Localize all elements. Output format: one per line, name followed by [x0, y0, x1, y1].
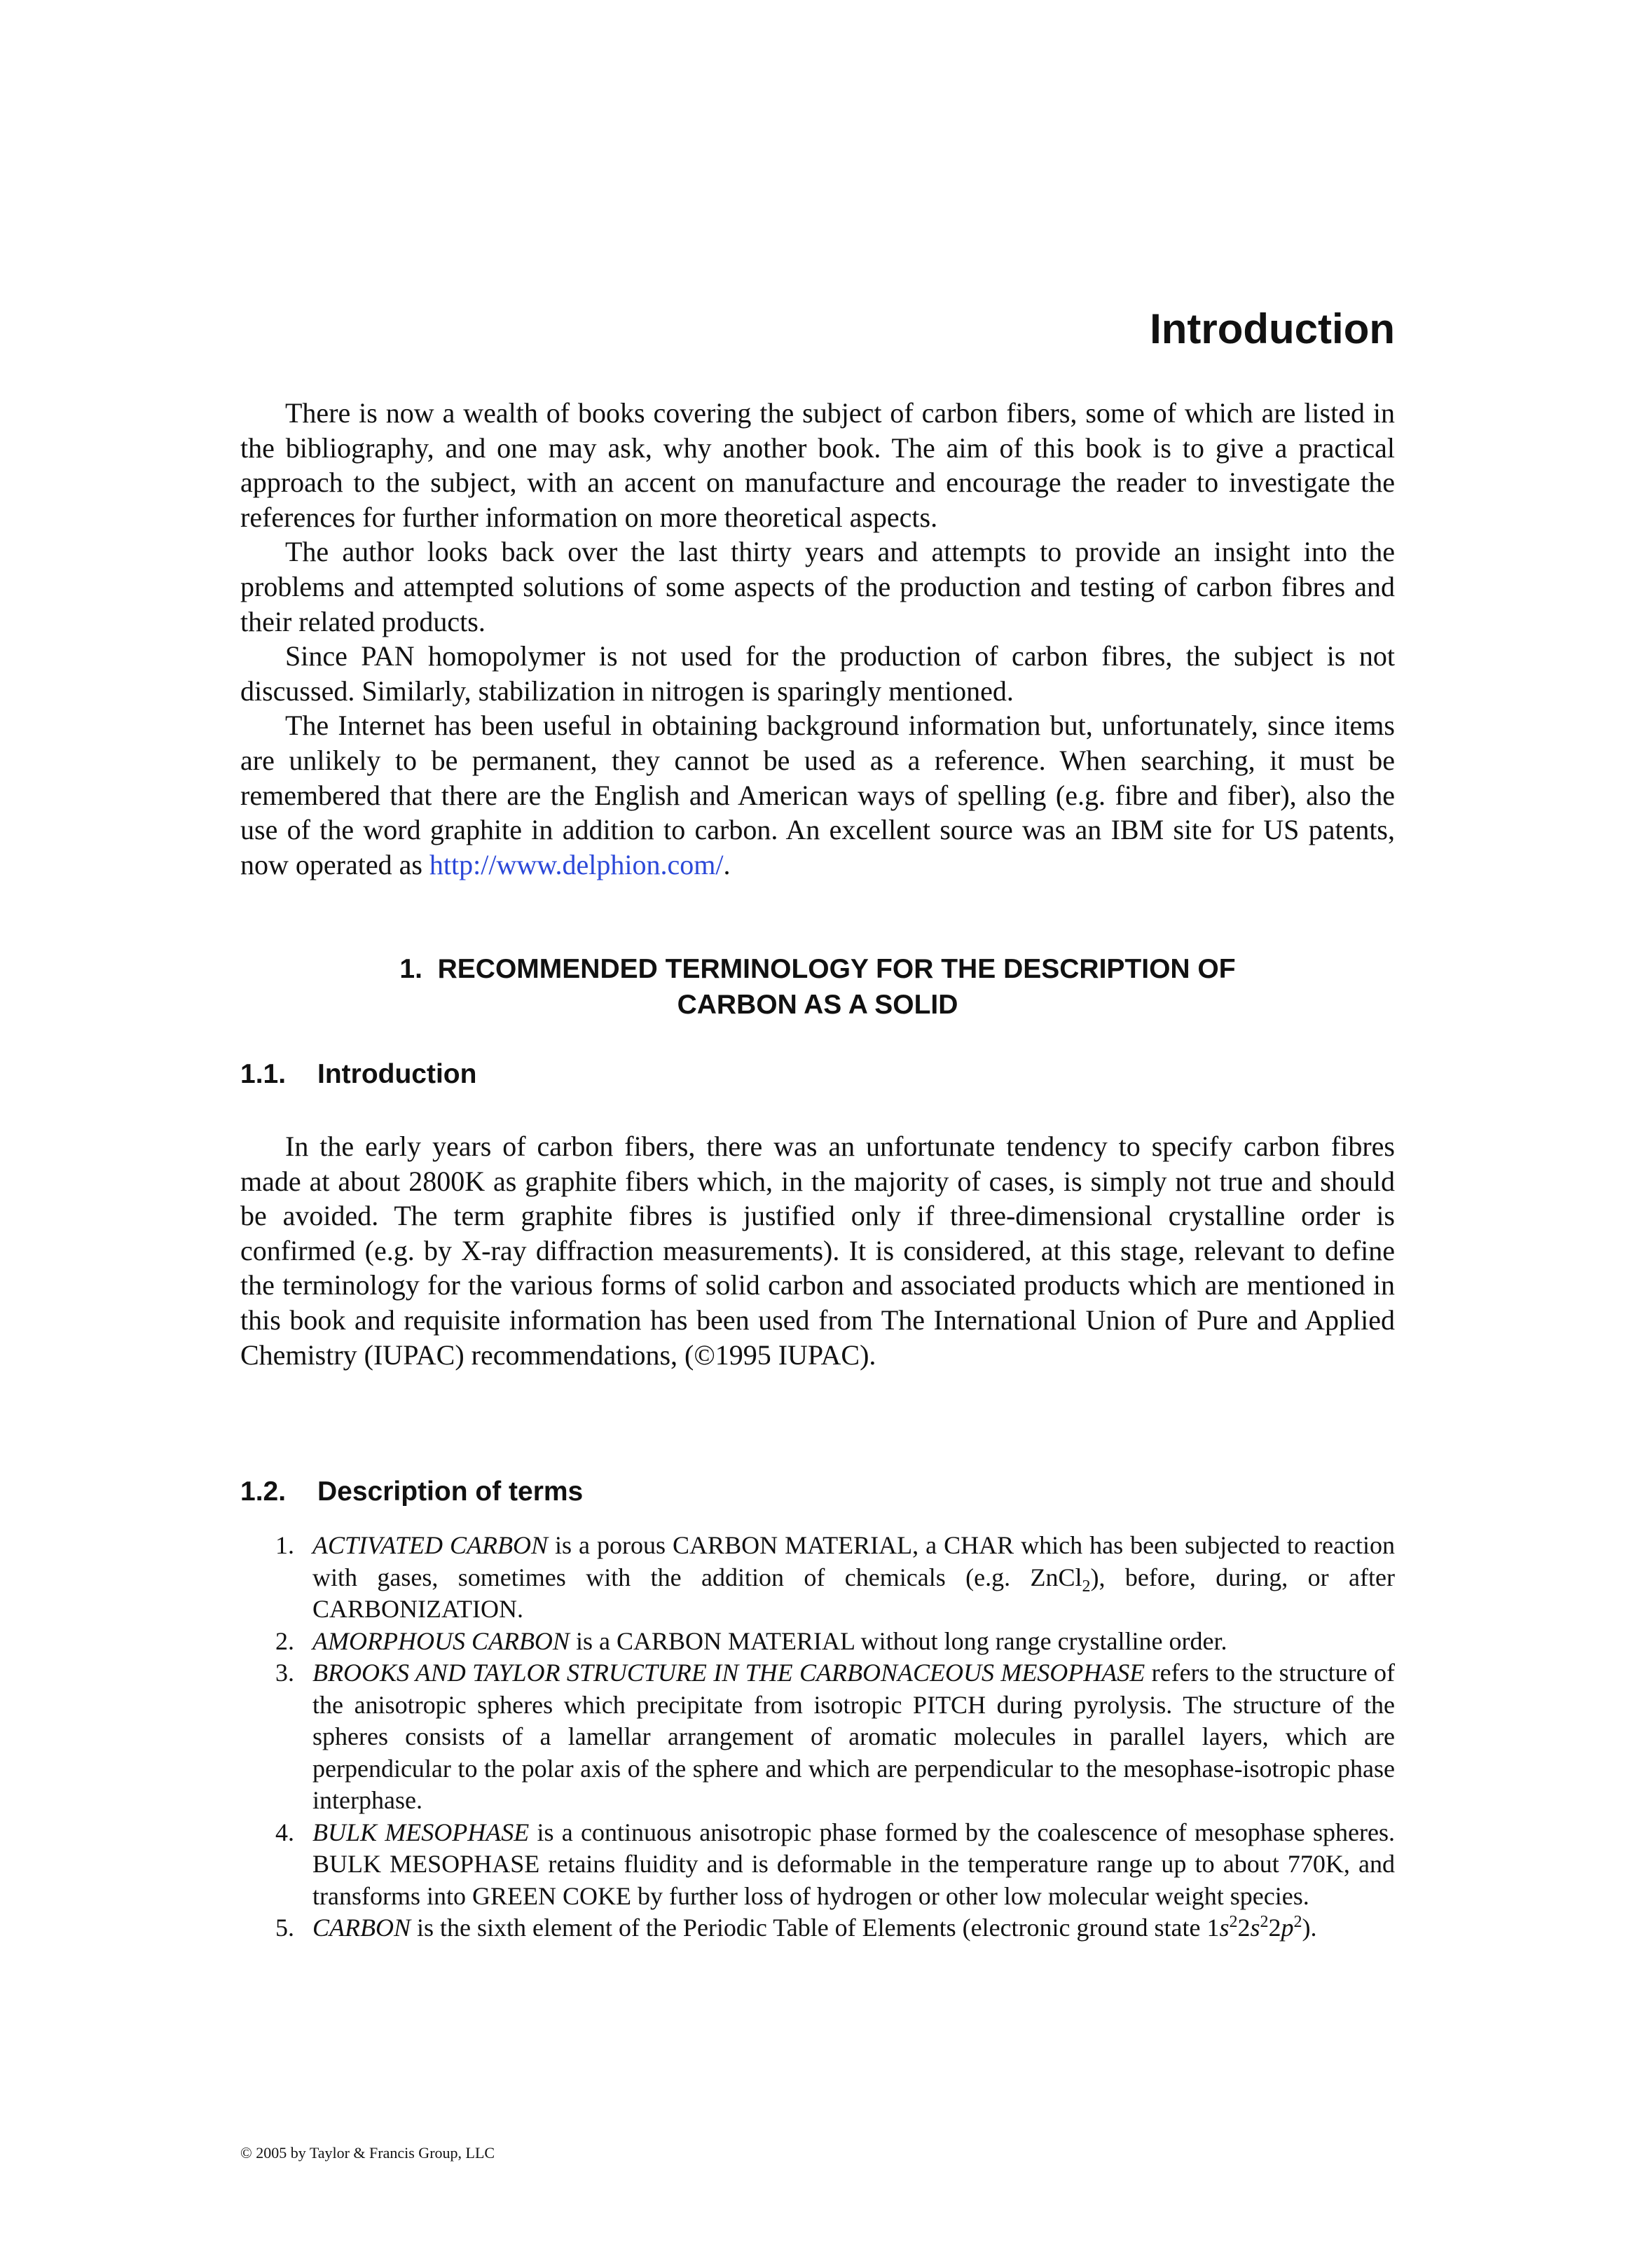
term-definition-tail: ), before, during, or after CARBONIZATION. — [312, 1563, 1395, 1623]
subsection-1-1-heading — [240, 1060, 476, 1088]
term-definition-tail: ). — [1302, 1914, 1317, 1942]
term-item — [240, 1657, 1395, 1817]
subsection-1-2-title: Description of terms — [317, 1477, 584, 1507]
term-subscript: 2 — [1082, 1577, 1091, 1596]
copyright-footer: © 2005 by Taylor & Francis Group, LLC — [240, 2144, 495, 2162]
term-definition: refers to the structure of the anisotropic spheres which precipitate from isotropic PITCH during pyrolysis. The structure of the spheres consists of a lamellar arrangement of aromatic molecules in parallel layers, which are perpendicular to the polar axis of the sphere and which are perpendicular to the mesophase-isotropic phase interphase. — [312, 1659, 1395, 1814]
section-1-heading — [240, 951, 1395, 1023]
section-1-title-line1: RECOMMENDED TERMINOLOGY FOR THE DESCRIPTION OF — [437, 954, 1236, 984]
term-item — [240, 1912, 1395, 1944]
intro-paragraph-4-text: The Internet has been useful in obtaining background information but, unfortunately, since items are unlikely to be permanent, they cannot be used as a reference. When searching, it must be remembered that there are the English and American ways of spelling (e.g. fibre and fiber), also the use of the word graphite in addition to carbon. An excellent source was an IBM site for US patents, now operated as — [240, 710, 1395, 880]
term-item — [240, 1626, 1395, 1658]
subsection-1-2-heading — [240, 1478, 583, 1505]
intro-paragraph-4 — [240, 708, 1395, 882]
term-number: 3. — [275, 1659, 294, 1687]
term-number: 4. — [275, 1818, 294, 1846]
term-number: 5. — [275, 1914, 294, 1942]
intro-body — [240, 396, 1395, 882]
term-item — [240, 1530, 1395, 1626]
chapter-title: Introduction — [1150, 305, 1395, 352]
subsection-1-1-number: 1.1. — [240, 1059, 287, 1089]
subsection-1-1-text: In the early years of carbon fibers, there was an unfortunate tendency to specify carbon fibres made at about 2800K as graphite fibers which, in the majority of cases, is simply not true and should be avoided. The term graphite fibres is justified only if three-dimensional crystalline order is confirmed (e.g. by X-ray diffraction measurements). It is considered, at this stage, relevant to define the terminology for the various forms of solid carbon and associated products which are mentioned in this book and requisite information has been used from The International Union of Pure and Applied Chemistry (IUPAC) recommendations, (©1995 IUPAC). — [240, 1130, 1395, 1371]
term-definition: is a porous CARBON MATERIAL, a CHAR which has been subjected to reaction with gases, sometimes with the addition of chemicals (e.g. ZnCl — [312, 1531, 1395, 1591]
section-1-title-line2: CARBON AS A SOLID — [677, 990, 958, 1020]
term-item — [240, 1817, 1395, 1913]
subsection-1-2-number: 1.2. — [240, 1477, 287, 1507]
term-number: 1. — [275, 1531, 294, 1559]
terms-list — [240, 1530, 1395, 1944]
term-definition: is the sixth element of the Periodic Table of Elements (electronic ground state — [411, 1914, 1207, 1942]
term-name: BROOKS AND TAYLOR STRUCTURE IN THE CARBONACEOUS MESOPHASE — [312, 1659, 1145, 1687]
term-name: CARBON — [312, 1914, 411, 1942]
subsection-1-1-title: Introduction — [317, 1059, 477, 1089]
section-1-number: 1. — [399, 954, 422, 984]
term-name: ACTIVATED CARBON — [312, 1531, 548, 1559]
term-name: AMORPHOUS CARBON — [312, 1626, 570, 1655]
electron-configuration: $1s^22s^22p^2$ — [1206, 1913, 1302, 1942]
intro-paragraph-2: The author looks back over the last thirty years and attempts to provide an insight into the problems and attempted solutions of some aspects of the production and testing of carbon fibres and their related products. — [240, 536, 1395, 637]
term-name: BULK MESOPHASE — [312, 1818, 530, 1846]
intro-paragraph-3: Since PAN homopolymer is not used for the production of carbon fibres, the subject is not discussed. Similarly, stabilization in nitrogen is sparingly mentioned. — [240, 640, 1395, 707]
term-number: 2. — [275, 1626, 294, 1655]
intro-paragraph-4-tail: . — [723, 848, 731, 880]
term-definition: is a continuous anisotropic phase formed by the coalescence of mesophase spheres. BULK MESOPHASE retains fluidity and is deformable in the temperature range up to about 770K, and transforms into GREEN COKE by further loss of hydrogen or other low molecular weight species. — [312, 1818, 1395, 1910]
delphion-link[interactable]: http://www.delphion.com/ — [429, 848, 724, 880]
term-definition: is a CARBON MATERIAL without long range crystalline order. — [569, 1626, 1227, 1655]
intro-paragraph-1: There is now a wealth of books covering the subject of carbon fibers, some of which are listed in the bibliography, and one may ask, why another book. The aim of this book is to give a practical approach to the subject, with an accent on manufacture and encourage the reader to investigate the references for further information on more theoretical aspects. — [240, 397, 1395, 533]
